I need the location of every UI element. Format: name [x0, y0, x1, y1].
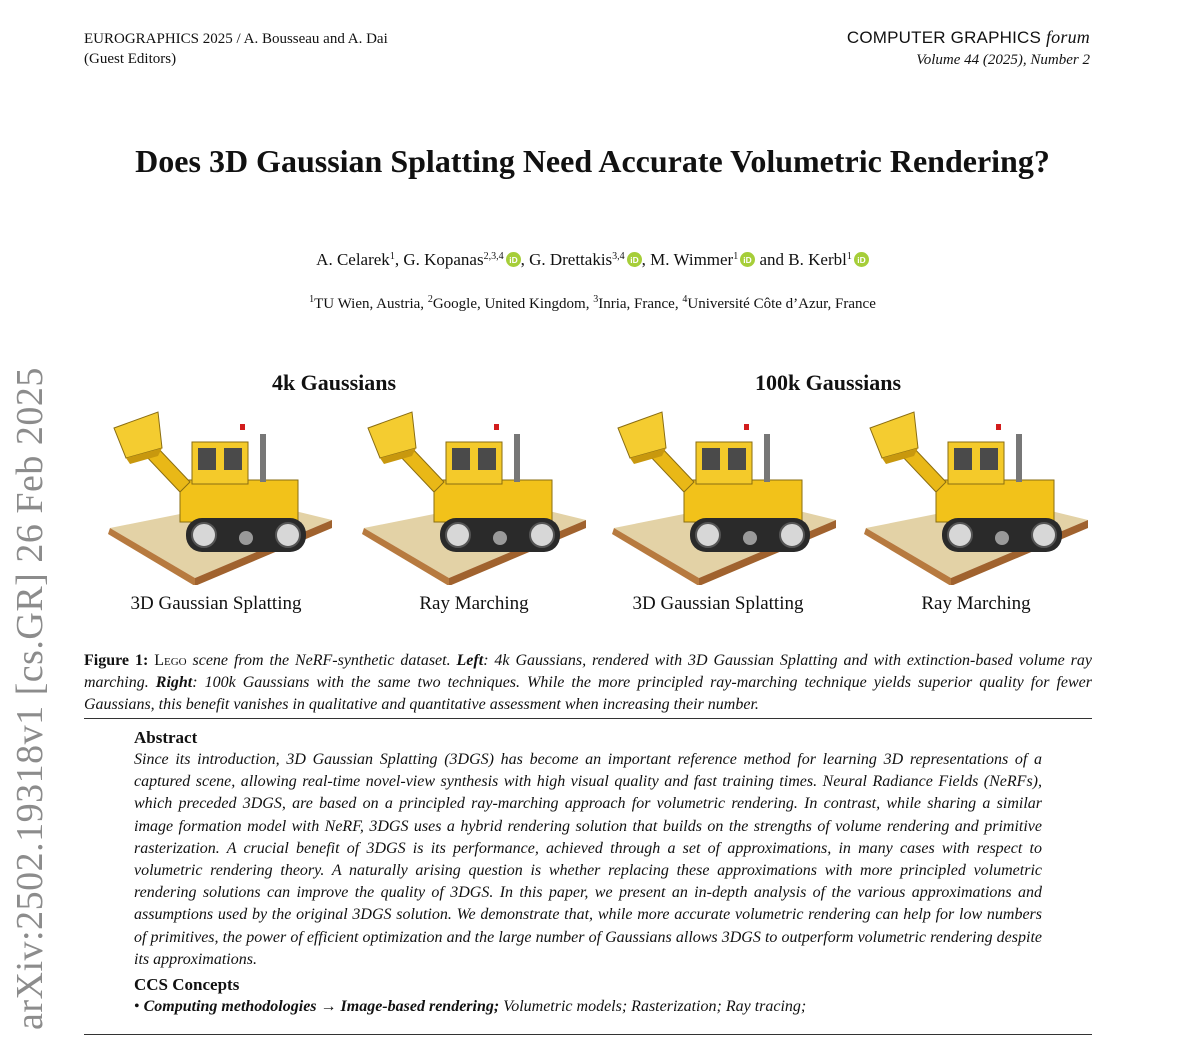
render-caption: 3D Gaussian Splatting — [632, 593, 804, 614]
orcid-icon[interactable] — [506, 252, 521, 267]
author: G. Kopanas$^{2,3,4}$ iD , — [403, 250, 530, 269]
lego-render-image — [354, 400, 594, 585]
author: G. Drettakis$^{3,4}$ iD , — [529, 250, 651, 269]
figure-group-heading: 4k Gaussians — [271, 370, 397, 395]
svg-text:iD: iD — [743, 254, 752, 265]
figure-caption: Figure 1: Lego scene from the NeRF-synthetic dataset. Left: 4k Gaussians, rendered with 3D Gaussian Splatting and with extinction-based volume ray marching. Right: 100k Gaussians with the same two techniques. While the more principled ray-marching technique yields superior quality for fewer Gaussians, this benefit vanishes in qualitative and quantitative assessment when increasing their number. — [84, 652, 1093, 713]
paper-title: Does 3D Gaussian Splatting Need Accurate Volumetric Rendering? — [135, 143, 1050, 179]
orcid-icon[interactable] — [854, 252, 869, 267]
conference-header — [84, 29, 388, 69]
lego-render-image — [604, 400, 844, 585]
figure-group-heading: 100k Gaussians — [754, 370, 902, 395]
author: M. Wimmer$^1$ iD and — [650, 250, 789, 269]
section-divider — [84, 718, 1092, 719]
author: A. Celarek$^1$, — [316, 250, 404, 269]
affiliations: $^1$TU Wien, Austria, $^2$Google, United Kingdom, $^3$Inria, France, $^4$Université Côte d’Azur, France — [309, 294, 876, 312]
journal-volume: Volume 44 (2025), Number 2 — [916, 52, 1090, 68]
svg-text:iD: iD — [629, 254, 639, 265]
journal-header — [847, 26, 1090, 71]
render-caption: 3D Gaussian Splatting — [130, 593, 302, 614]
ccs-heading: CCS Concepts — [134, 975, 240, 994]
section-divider — [84, 1034, 1092, 1035]
abstract-heading: Abstract — [134, 728, 198, 747]
lego-render-image — [100, 400, 340, 585]
svg-text:iD: iD — [508, 254, 518, 265]
editors-line: (Guest Editors) — [84, 51, 177, 67]
orcid-icon[interactable] — [740, 252, 755, 267]
author-list — [0, 250, 1185, 270]
author: B. Kerbl$^1$ iD — [788, 250, 869, 269]
orcid-icon[interactable] — [627, 252, 642, 267]
journal-name: COMPUTER GRAPHICS forum — [846, 27, 1090, 47]
render-caption: Ray Marching — [921, 593, 1031, 614]
conference-line: EUROGRAPHICS 2025 / A. Bousseau and A. Dai — [84, 31, 388, 47]
ccs-concepts: • Computing methodologies → Image-based rendering; Volumetric models; Rasterization; Ray tracing; — [134, 998, 807, 1015]
lego-render-image — [856, 400, 1096, 585]
render-caption: Ray Marching — [419, 593, 529, 614]
svg-text:iD: iD — [857, 254, 866, 265]
abstract-text: Since its introduction, 3D Gaussian Splatting (3DGS) has become an important reference method for learning 3D representations of a captured scene, allowing real-time novel-view synthesis with high visual quality and fast training times. Neural Radiance Fields (NeRFs), which preceded 3DGS, are based on a principled ray-marching approach for volumetric rendering. In contrast, while sharing a similar image formation model with NeRF, 3DGS uses a hybrid rendering solution that builds on the strengths of volume rendering and primitive rasterization. A crucial benefit of 3DGS is its performance, achieved through a set of approximations, in many cases with respect to volumetric rendering theory. A naturally arising question is whether replacing these approximations with more principled volumetric rendering solutions can improve the quality of 3DGS. In this paper, we present an in-depth analysis of the various approximations and assumptions used by the original 3DGS solution. We demonstrate that, while more accurate volumetric rendering can help for low numbers of primitives, the power of efficient optimization and the large number of Gaussians allows 3DGS to outperform volumetric rendering despite its approximations. — [134, 751, 1042, 968]
arxiv-stamp: arXiv:2502.19318v1 [cs.GR] 26 Feb 2025 — [9, 367, 51, 1030]
